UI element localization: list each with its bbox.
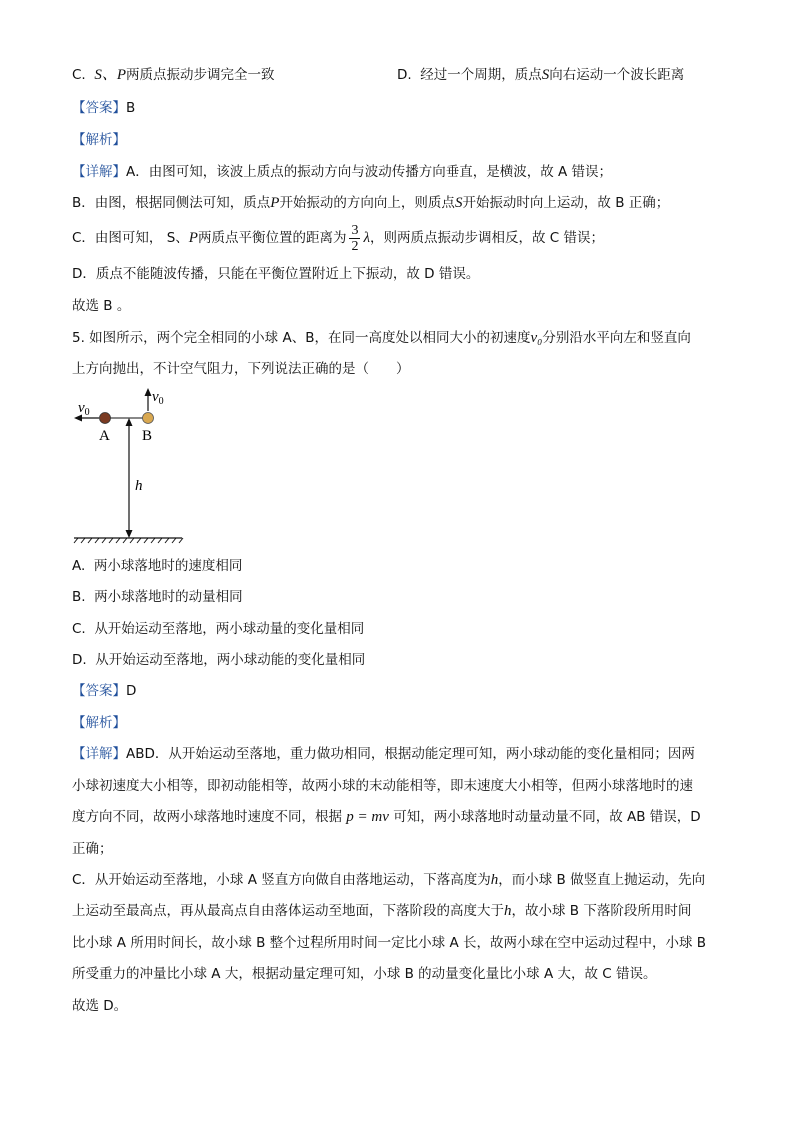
fraction <box>349 223 360 254</box>
q5-answer <box>72 682 136 700</box>
q4-option-d <box>397 66 684 84</box>
stem-text: 5. 如图所示，两个完全相同的小球 A、B，在同一高度处以相同大小的初速度 <box>72 330 531 346</box>
symbol-p: P <box>188 230 198 246</box>
ground <box>74 538 183 543</box>
detail-text: A．由图可知，该波上质点的振动方向与波动传播方向垂直，是横波，故 A 错误； <box>126 164 613 180</box>
q5-conclusion <box>72 997 127 1015</box>
analysis-label: 【解析】 <box>72 715 126 731</box>
option-text: 从开始运动至落地，两小球动能的变化量相同 <box>95 652 366 668</box>
option-letter: D. <box>397 67 412 83</box>
detail-text: 正确； <box>72 841 113 857</box>
ball-b <box>143 413 154 424</box>
detail-text: ，而小球 B 做竖直上抛运动，先向 <box>498 872 706 888</box>
q5-detail-line8 <box>72 965 657 983</box>
symbol-h: h <box>490 872 499 888</box>
answer-value: B <box>126 100 136 116</box>
option-text: 两质点振动步调完全一致 <box>126 67 275 83</box>
option-text-s: S、 <box>94 67 117 83</box>
detail-text: 可知，两小球落地时动量动量不同，故 AB 错误，D <box>393 809 701 825</box>
q5-detail-line1 <box>72 745 695 763</box>
q4-detail-a <box>72 163 612 181</box>
q4-analysis-label <box>72 131 126 149</box>
q4-option-c <box>72 66 275 84</box>
option-letter: B. <box>72 589 86 605</box>
analysis-label: 【解析】 <box>72 132 126 148</box>
option-text: 两小球落地时的动量相同 <box>94 589 243 605</box>
option-letter: A. <box>72 558 86 574</box>
q5-option-a <box>72 557 242 575</box>
q4-detail-c <box>72 220 604 256</box>
symbol-p: P <box>270 195 280 211</box>
detail-text: ABD．从开始运动至落地，重力做功相同，根据动能定理可知，两小球动能的变化量相同；因两 <box>126 746 695 762</box>
option-letter: C. <box>72 621 86 637</box>
q5-detail-line3 <box>72 808 701 826</box>
projectile-diagram <box>70 384 190 544</box>
option-text-p: P <box>116 67 126 83</box>
detail-text: B．由图，根据同侧法可知，质点 <box>72 195 271 211</box>
q5-stem-line1 <box>72 329 691 347</box>
answer-value: D <box>126 683 137 699</box>
q4-answer <box>72 99 135 117</box>
answer-label: 【答案】 <box>72 683 126 699</box>
option-text: 两小球落地时的速度相同 <box>93 558 243 574</box>
q5-detail-line6 <box>72 902 691 920</box>
height-arrow <box>126 418 133 538</box>
symbol-s: S <box>454 195 463 211</box>
detail-text: ，故小球 B 下落阶段所用时间 <box>511 903 692 919</box>
q5-detail-line2 <box>72 777 693 795</box>
q5-detail-line7 <box>72 934 706 952</box>
fraction-denominator: 2 <box>351 238 359 254</box>
detail-text: 比小球 A 所用时间长，故小球 B 整个过程所用时间一定比小球 A 长，故两小球在空中运动过程中，小球 B <box>72 935 707 951</box>
detail-label: 【详解】 <box>72 746 126 762</box>
symbol-h: h <box>504 903 512 919</box>
option-letter: C. <box>72 67 86 83</box>
label-height: h <box>135 478 143 494</box>
detail-label: 【详解】 <box>72 164 126 180</box>
detail-text: 开始振动时向上运动，故 B 正确； <box>462 195 670 211</box>
q5-detail-line4 <box>72 840 113 858</box>
option-text: 经过一个周期，质点 <box>420 67 542 83</box>
fraction-numerator: 3 <box>351 222 359 238</box>
stem-text: 分别沿水平向左和竖直向 <box>542 330 691 346</box>
q5-option-b <box>72 588 243 606</box>
label-ball-a: A <box>99 428 110 444</box>
detail-text: 小球初速度大小相等，即初动能相等，故两小球的末动能相等，即末速度大小相等，但两小球落地时的速 <box>72 778 693 794</box>
q5-detail-line5 <box>72 871 705 889</box>
option-letter: D. <box>72 652 87 668</box>
detail-text: 所受重力的冲量比小球 A 大，根据动量定理可知，小球 B 的动量变化量比小球 A 大，故 C 错误。 <box>72 966 657 982</box>
detail-text: 两质点平衡位置的距离为 <box>197 230 347 246</box>
q5-stem-line2 <box>72 360 410 378</box>
conclusion-text: 故选 D。 <box>72 998 128 1014</box>
symbol-lambda: λ <box>363 230 370 246</box>
detail-text: 度方向不同，故两小球落地时速度不同，根据 <box>72 809 342 825</box>
ball-a <box>100 413 111 424</box>
q5-analysis-label <box>72 714 126 732</box>
conclusion-text: 故选 B 。 <box>72 298 131 314</box>
detail-text: C．从开始运动至落地，小球 A 竖直方向做自由落地运动，下落高度为 <box>72 872 491 888</box>
answer-label: 【答案】 <box>72 100 126 116</box>
stem-text: 上方向抛出，不计空气阻力，下列说法正确的是（ ） <box>72 361 410 377</box>
symbol-v0: v₀ <box>530 330 543 346</box>
q4-conclusion <box>72 297 130 315</box>
label-v0-up: $v_0$ <box>152 389 164 407</box>
velocity-up-arrow <box>145 388 152 411</box>
detail-text: C．由图可知， S、 <box>72 230 189 246</box>
detail-text: 开始振动的方向向上，则质点 <box>279 195 455 211</box>
label-v0-left: $v_0$ <box>78 400 90 418</box>
q4-detail-d <box>72 265 479 283</box>
detail-text: 上运动至最高点，再从最高点自由落体运动至地面，下落阶段的高度大于 <box>72 903 504 919</box>
option-text: 向右运动一个波长距离 <box>549 67 685 83</box>
q5-option-c <box>72 620 364 638</box>
detail-text: D．质点不能随波传播，只能在平衡位置附近上下振动，故 D 错误。 <box>72 266 480 282</box>
detail-text: ，则两质点振动步调相反，故 C 错误； <box>369 230 604 246</box>
label-ball-b: B <box>142 428 153 444</box>
formula-momentum: p = mv <box>346 809 389 825</box>
option-text-s: S <box>541 67 550 83</box>
q5-option-d <box>72 651 365 669</box>
option-text: 从开始运动至落地，两小球动量的变化量相同 <box>94 621 365 637</box>
q4-detail-b <box>72 194 669 212</box>
